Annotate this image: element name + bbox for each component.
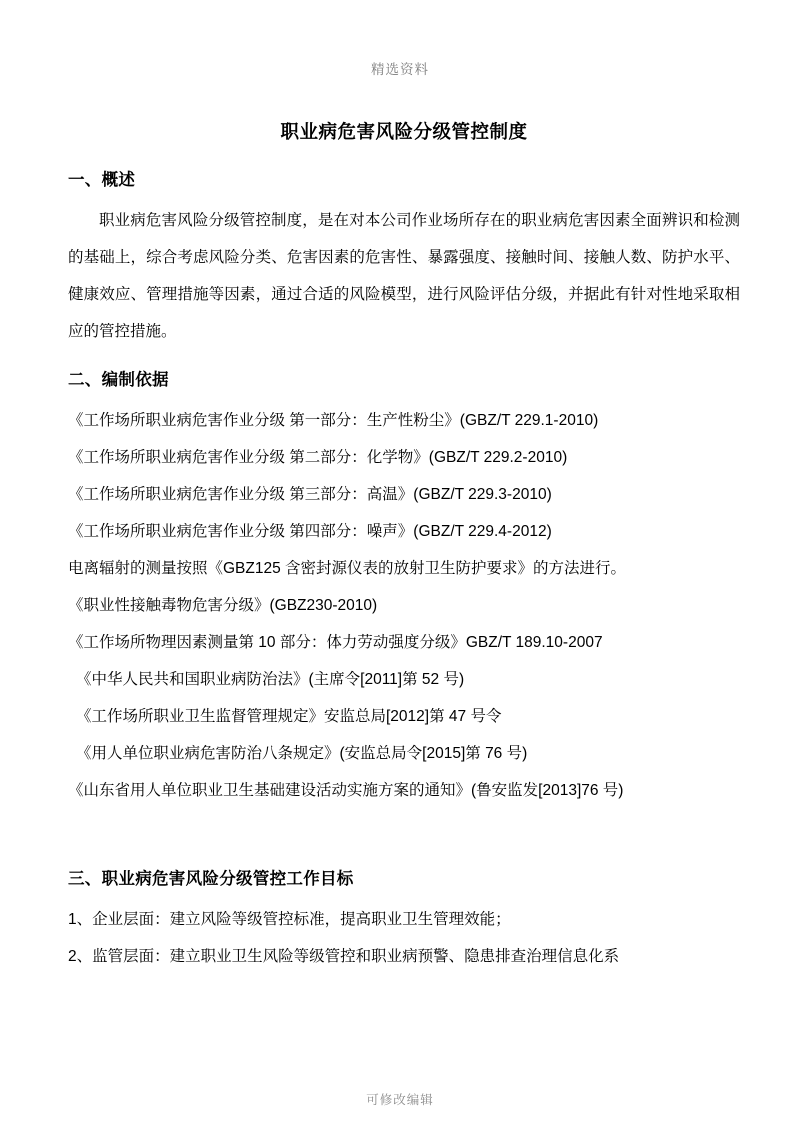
reference-item: 《用人单位职业病危害防治八条规定》(安监总局令[2015]第 76 号) [76,745,528,762]
goal-list [68,901,740,975]
reference-item: 《工作场所职业病危害作业分级 第一部分：生产性粉尘》(GBZ/T 229.1-2010) [68,412,599,429]
reference-item: 《工作场所职业病危害作业分级 第三部分：高温》(GBZ/T 229.3-2010) [68,486,552,503]
reference-item: 《工作场所职业卫生监督管理规定》安监总局[2012]第 47 号令 [76,708,502,725]
section-heading-overview: 一、概述 [68,171,136,189]
overview-paragraph: 职业病危害风险分级管控制度，是在对本公司作业场所存在的职业病危害因素全面辨识和检测的基础上，综合考虑风险分类、危害因素的危害性、暴露强度、接触时间、接触人数、防护水平、健康效应、管理措施等因素，通过合适的风险模型，进行风险评估分级，并据此有针对性地采取相应的管控措施。 [68,212,740,340]
goal-item: 2、监管层面：建立职业卫生风险等级管控和职业病预警、隐患排查治理信息化系 [68,948,620,965]
reference-item: 《工作场所物理因素测量第 10 部分：体力劳动强度分级》GBZ/T 189.10-2007 [68,634,603,651]
section-heading-references: 二、编制依据 [68,371,169,389]
reference-item: 《工作场所职业病危害作业分级 第四部分：噪声》(GBZ/T 229.4-2012) [68,523,552,540]
footer-watermark: 可修改编辑 [366,1093,434,1107]
reference-item: 《山东省用人单位职业卫生基础建设活动实施方案的通知》(鲁安监发[2013]76 号) [68,782,624,799]
reference-item: 《中华人民共和国职业病防治法》(主席令[2011]第 52 号) [76,671,465,688]
reference-item: 《职业性接触毒物危害分级》(GBZ230-2010) [68,597,378,614]
header-watermark: 精选资料 [371,62,429,77]
page-title: 职业病危害风险分级管控制度 [280,121,528,142]
goal-item: 1、企业层面：建立风险等级管控标准，提高职业卫生管理效能； [68,911,511,928]
reference-item: 《工作场所职业病危害作业分级 第二部分：化学物》(GBZ/T 229.2-2010) [68,449,568,466]
section-heading-goals: 三、职业病危害风险分级管控工作目标 [68,870,354,888]
reference-list [68,402,740,809]
document-body [68,118,740,975]
reference-item: 电离辐射的测量按照《GBZ125 含密封源仪表的放射卫生防护要求》的方法进行。 [68,560,627,577]
